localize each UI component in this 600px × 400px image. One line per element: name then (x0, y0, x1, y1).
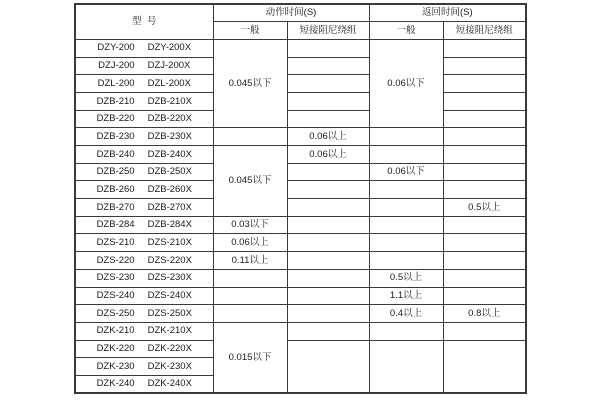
model-code: DZS-230 (96, 272, 135, 284)
model-code: DZB-250X (147, 166, 192, 178)
empty-cell (287, 269, 369, 287)
model-code: DZB-210X (147, 95, 192, 107)
model-cell (75, 39, 213, 57)
model-code: DZB-210 (96, 95, 135, 107)
model-code: DZK-240 (96, 378, 135, 390)
empty-cell (369, 234, 443, 252)
header-action-general: 一般 (213, 22, 287, 40)
empty-cell (443, 322, 526, 340)
empty-cell (443, 216, 526, 234)
model-cell (75, 199, 213, 217)
empty-cell (287, 287, 369, 305)
empty-cell (443, 340, 526, 393)
table-row (75, 39, 526, 57)
empty-cell (287, 234, 369, 252)
empty-cell (443, 252, 526, 270)
empty-cell (287, 340, 369, 393)
empty-cell (443, 287, 526, 305)
value-cell-action-general: 0.11以上 (213, 252, 287, 270)
model-code: DZS-240X (147, 290, 192, 302)
model-code: DZK-210 (96, 325, 135, 337)
empty-cell (287, 305, 369, 323)
empty-cell (443, 128, 526, 146)
table-row (75, 110, 526, 128)
empty-cell (287, 163, 369, 181)
model-code: DZS-220 (96, 254, 135, 266)
empty-cell (443, 163, 526, 181)
model-code: DZL-200X (147, 77, 191, 89)
empty-cell (369, 322, 443, 340)
value-cell-action-general: 0.06以上 (213, 234, 287, 252)
empty-cell (287, 322, 369, 340)
empty-cell (369, 216, 443, 234)
empty-cell (213, 287, 287, 305)
table-row (75, 305, 526, 323)
model-cell (75, 340, 213, 358)
empty-cell (287, 199, 369, 217)
table-row (75, 92, 526, 110)
model-cell (75, 110, 213, 128)
model-code: DZS-220X (147, 254, 192, 266)
model-code: DZL-200 (97, 77, 135, 89)
model-code: DZK-210X (147, 325, 192, 337)
empty-cell (287, 216, 369, 234)
model-cell (75, 146, 213, 164)
empty-cell (369, 128, 443, 146)
empty-cell (443, 234, 526, 252)
model-code: DZB-250 (96, 166, 135, 178)
empty-cell (443, 146, 526, 164)
value-cell-return-general: 0.4以上 (369, 305, 443, 323)
empty-cell (443, 39, 526, 57)
empty-cell (287, 39, 369, 57)
model-code: DZK-220 (96, 343, 135, 355)
model-cell (75, 57, 213, 75)
empty-cell (287, 181, 369, 199)
model-code: DZB-260X (147, 183, 192, 195)
model-cell (75, 181, 213, 199)
header-return-time: 返回时间(S) (369, 4, 526, 22)
empty-cell (443, 269, 526, 287)
value-cell-action-general: 0.03以下 (213, 216, 287, 234)
model-code: DZB-260 (96, 183, 135, 195)
model-cell (75, 163, 213, 181)
model-cell (75, 322, 213, 340)
model-code: DZS-250X (147, 307, 192, 319)
model-code: DZK-230X (147, 360, 192, 372)
header-action-damped: 短接阻尼绕组 (287, 22, 369, 40)
table-row (75, 322, 526, 340)
empty-cell (287, 92, 369, 110)
value-cell-return-general: 0.06以下 (369, 163, 443, 181)
header-return-general: 一般 (369, 22, 443, 40)
model-code: DZK-220X (147, 343, 192, 355)
model-cell (75, 305, 213, 323)
table-row (75, 216, 526, 234)
empty-cell (213, 305, 287, 323)
empty-cell (369, 199, 443, 217)
model-cell (75, 128, 213, 146)
model-code: DZS-230X (147, 272, 192, 284)
empty-cell (287, 75, 369, 93)
model-code: DZS-240 (96, 290, 135, 302)
model-code: DZY-200 (97, 42, 135, 54)
model-code: DZB-240 (96, 148, 135, 160)
model-code: DZJ-200 (98, 60, 135, 72)
empty-cell (443, 75, 526, 93)
value-cell-action-damped: 0.06以上 (287, 128, 369, 146)
model-code: DZK-240X (147, 378, 192, 390)
empty-cell (443, 110, 526, 128)
empty-cell (443, 181, 526, 199)
relay-spec-table (74, 3, 527, 394)
table-row (75, 269, 526, 287)
value-cell-return-general: 0.06以下 (369, 39, 443, 127)
model-code: DZB-284X (147, 219, 192, 231)
empty-cell (287, 57, 369, 75)
empty-cell (287, 110, 369, 128)
table-row (75, 340, 526, 358)
model-code: DZB-284 (96, 219, 135, 231)
empty-cell (287, 252, 369, 270)
table-row (75, 181, 526, 199)
table-row (75, 199, 526, 217)
table-row (75, 252, 526, 270)
model-code: DZB-220 (96, 113, 135, 125)
model-cell (75, 375, 213, 393)
table-row (75, 75, 526, 93)
table-row (75, 234, 526, 252)
model-cell (75, 75, 213, 93)
value-cell-action-general: 0.015以下 (213, 322, 287, 393)
table-row (75, 163, 526, 181)
value-cell-action-damped: 0.06以上 (287, 146, 369, 164)
header-action-time: 动作时间(S) (213, 4, 369, 22)
model-code: DZK-230 (96, 360, 135, 372)
model-code: DZB-230X (147, 130, 192, 142)
value-cell-return-general: 1.1以上 (369, 287, 443, 305)
model-cell (75, 358, 213, 376)
header-return-damped: 短接阻尼绕组 (443, 22, 526, 40)
value-cell-action-general: 0.045以下 (213, 39, 287, 127)
table-row (75, 146, 526, 164)
model-code: DZB-230 (96, 130, 135, 142)
value-cell-return-damped: 0.8以上 (443, 305, 526, 323)
header-model: 型 号 (75, 4, 213, 39)
empty-cell (369, 340, 443, 393)
model-code: DZY-200X (147, 42, 192, 54)
model-cell (75, 216, 213, 234)
empty-cell (369, 252, 443, 270)
model-cell (75, 269, 213, 287)
table-row (75, 57, 526, 75)
model-code: DZS-250 (96, 307, 135, 319)
value-cell-action-general: 0.045以下 (213, 146, 287, 217)
table-row (75, 128, 526, 146)
model-code: DZS-210X (147, 237, 192, 249)
model-code: DZB-270 (96, 201, 135, 213)
value-cell-return-general: 0.5以上 (369, 269, 443, 287)
empty-cell (213, 128, 287, 146)
model-code: DZB-220X (147, 113, 192, 125)
empty-cell (369, 181, 443, 199)
model-cell (75, 234, 213, 252)
value-cell-return-damped: 0.5以上 (443, 199, 526, 217)
model-cell (75, 287, 213, 305)
empty-cell (369, 146, 443, 164)
model-code: DZB-270X (147, 201, 192, 213)
header-row-1 (75, 4, 526, 22)
model-code: DZB-240X (147, 148, 192, 160)
model-code: DZJ-200X (147, 60, 191, 72)
empty-cell (443, 57, 526, 75)
model-cell (75, 92, 213, 110)
model-cell (75, 252, 213, 270)
model-code: DZS-210 (96, 237, 135, 249)
empty-cell (443, 92, 526, 110)
empty-cell (213, 269, 287, 287)
table-row (75, 287, 526, 305)
